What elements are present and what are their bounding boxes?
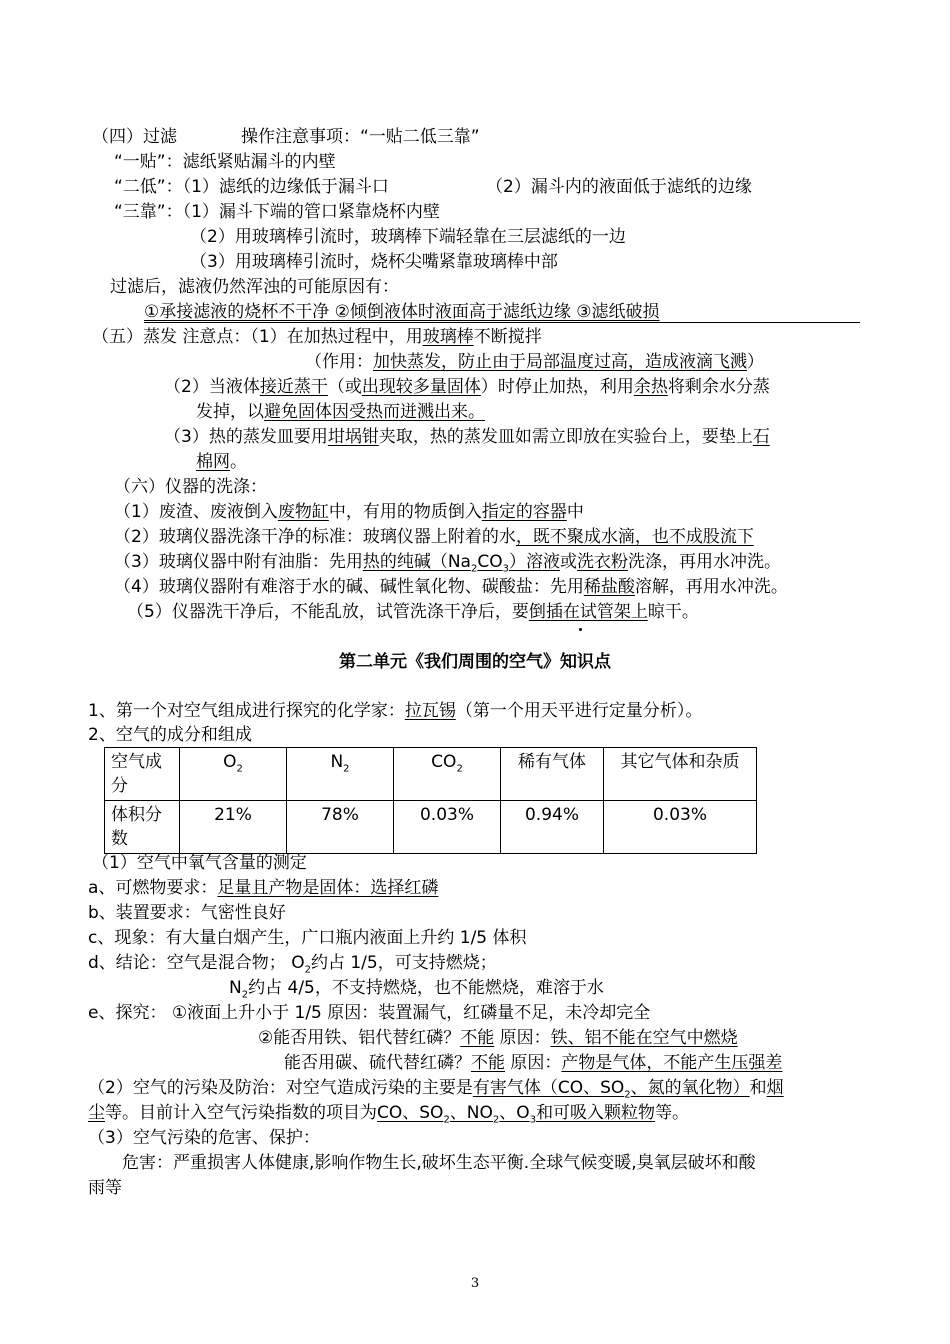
filter-two-low-b: （2）漏斗内的液面低于滤纸的边缘 <box>486 177 752 197</box>
unit2-point-2: 2、空气的成分和组成 <box>88 725 252 745</box>
page-number: 3 <box>470 1276 480 1291</box>
pollution-line-1: （2）空气的污染及防治：对空气造成污染的主要是有害气体（CO、$SO_2$、氮的氧化物）和烟 <box>88 1078 784 1101</box>
explore-e3: 能否用碳、硫代替红磷？不能 原因：产物是气体，不能产生压强差 <box>284 1053 783 1073</box>
table-row <box>105 748 757 801</box>
harm-line-1: 危害：严重损害人体健康,影响作物生长,破坏生态平衡.全球气候变暖,臭氧层破坏和酸 <box>122 1153 756 1173</box>
table-cell: 稀有气体 <box>501 748 604 801</box>
wash-item-4: （4）玻璃仪器附有难溶于水的碱、碱性氧化物、碳酸盐：先用稀盐酸溶解，再用水冲洗。 <box>114 577 788 597</box>
evap-line-4: 发掉，以避免固体因受热而迸溅出来。 <box>196 402 485 422</box>
filter-turbid-question: 过滤后，滤液仍然浑浊的可能原因有： <box>110 277 399 297</box>
evap-line-2: （作用：加快蒸发，防止由于局部温度过高，造成液滴飞溅） <box>305 352 764 372</box>
answer-underline <box>144 322 860 323</box>
conclusion-d2: $N_2$约占 4/5，不支持燃烧，也不能燃烧，难溶于水 <box>229 978 604 1001</box>
filter-three-lean-b: （2）用玻璃棒引流时，玻璃棒下端轻靠在三层滤纸的一边 <box>190 227 626 247</box>
req-c: c、现象：有大量白烟产生，广口瓶内液面上升约 1/5 体积 <box>88 928 527 948</box>
table-cell: 空气成分 <box>105 748 180 801</box>
evap-line-5: （3）热的蒸发皿要用坩埚钳夹取，热的蒸发皿如需立即放在实验台上，要垫上石 <box>164 427 770 447</box>
filter-two-low-a: “二低”：（1）滤纸的边缘低于漏斗口 <box>114 177 389 197</box>
evap-line-6: 棉网。 <box>196 452 247 472</box>
filter-one-stick: “一贴”：滤纸紧贴漏斗的内壁 <box>114 152 336 172</box>
table-cell: 体积分数 <box>105 801 180 854</box>
oxygen-measure-heading: （1）空气中氧气含量的测定 <box>92 853 307 873</box>
filter-three-lean-a: “三靠”：（1）漏斗下端的管口紧靠烧杯内壁 <box>114 202 440 222</box>
filter-three-lean-c: （3）用玻璃棒引流时，烧杯尖嘴紧靠玻璃棒中部 <box>190 252 558 272</box>
table-cell: $CO_2$ <box>394 748 501 801</box>
filter-turbid-answer: ①承接滤液的烧杯不干净 ②倾倒液体时液面高于滤纸边缘 ③滤纸破损 <box>144 302 660 322</box>
table-cell: 0.03% <box>394 801 501 854</box>
table-cell: 21% <box>180 801 287 854</box>
table-cell: 0.03% <box>604 801 757 854</box>
evap-line-3: （2）当液体接近蒸干（或出现较多量固体）时停止加热，利用余热将剩余水分蒸 <box>164 377 770 397</box>
harm-heading: （3）空气污染的危害、保护： <box>88 1128 320 1148</box>
table-cell: 0.94% <box>501 801 604 854</box>
filter-notes-label: 操作注意事项：“一贴二低三靠” <box>241 127 480 147</box>
pollution-line-2: 尘等。目前计入空气污染指数的项目为CO、$SO_2$、$NO_2$、$O_3$和可吸入颗粒物等。 <box>88 1103 690 1126</box>
wash-item-5: （5）仪器洗干净后，不能乱放，试管洗涤干净后，要倒插在试管架上晾干。 <box>127 602 699 622</box>
explore-e1: e、探究： ①液面上升小于 1/5 原因：装置漏气，红磷量不足，未冷却完全 <box>88 1003 651 1023</box>
table-cell: $O_2$ <box>180 748 287 801</box>
conclusion-d1: d、结论：空气是混合物； $O_2$约占 1/5，可支持燃烧； <box>88 953 497 976</box>
air-composition-table <box>104 747 757 854</box>
table-cell: $N_2$ <box>287 748 394 801</box>
req-a: a、可燃物要求：足量且产物是固体：选择红磷 <box>88 878 439 898</box>
table-row <box>105 801 757 854</box>
evap-line-1: （五）蒸发 注意点：（1）在加热过程中，用玻璃棒不断搅拌 <box>92 327 542 347</box>
wash-heading: （六）仪器的洗涤： <box>114 477 267 497</box>
req-b: b、装置要求：气密性良好 <box>88 903 286 923</box>
wash-item-1: （1）废渣、废液倒入废物缸中，有用的物质倒入指定的容器中 <box>114 502 584 522</box>
table-cell: 其它气体和杂质 <box>604 748 757 801</box>
filter-heading: （四）过滤 <box>92 127 177 147</box>
unit2-point-1: 1、第一个对空气组成进行探究的化学家：拉瓦锡（第一个用天平进行定量分析）。 <box>88 701 703 721</box>
unit2-title: 第二单元《我们周围的空气》知识点 <box>339 652 611 672</box>
harm-line-2: 雨等 <box>88 1178 122 1198</box>
wash-item-2: （2）玻璃仪器洗涤干净的标准：玻璃仪器上附着的水，既不聚成水滴，也不成股流下 <box>114 527 754 547</box>
explore-e2: ②能否用铁、铝代替红磷？不能 原因：铁、铝不能在空气中燃烧 <box>258 1028 738 1048</box>
table-cell: 78% <box>287 801 394 854</box>
wash-item-3: （3）玻璃仪器中附有油脂：先用热的纯碱$(Na_2CO_3)$溶液或洗衣粉洗涤，再用水冲洗。 <box>114 552 781 575</box>
emphasis-dot <box>579 628 582 631</box>
